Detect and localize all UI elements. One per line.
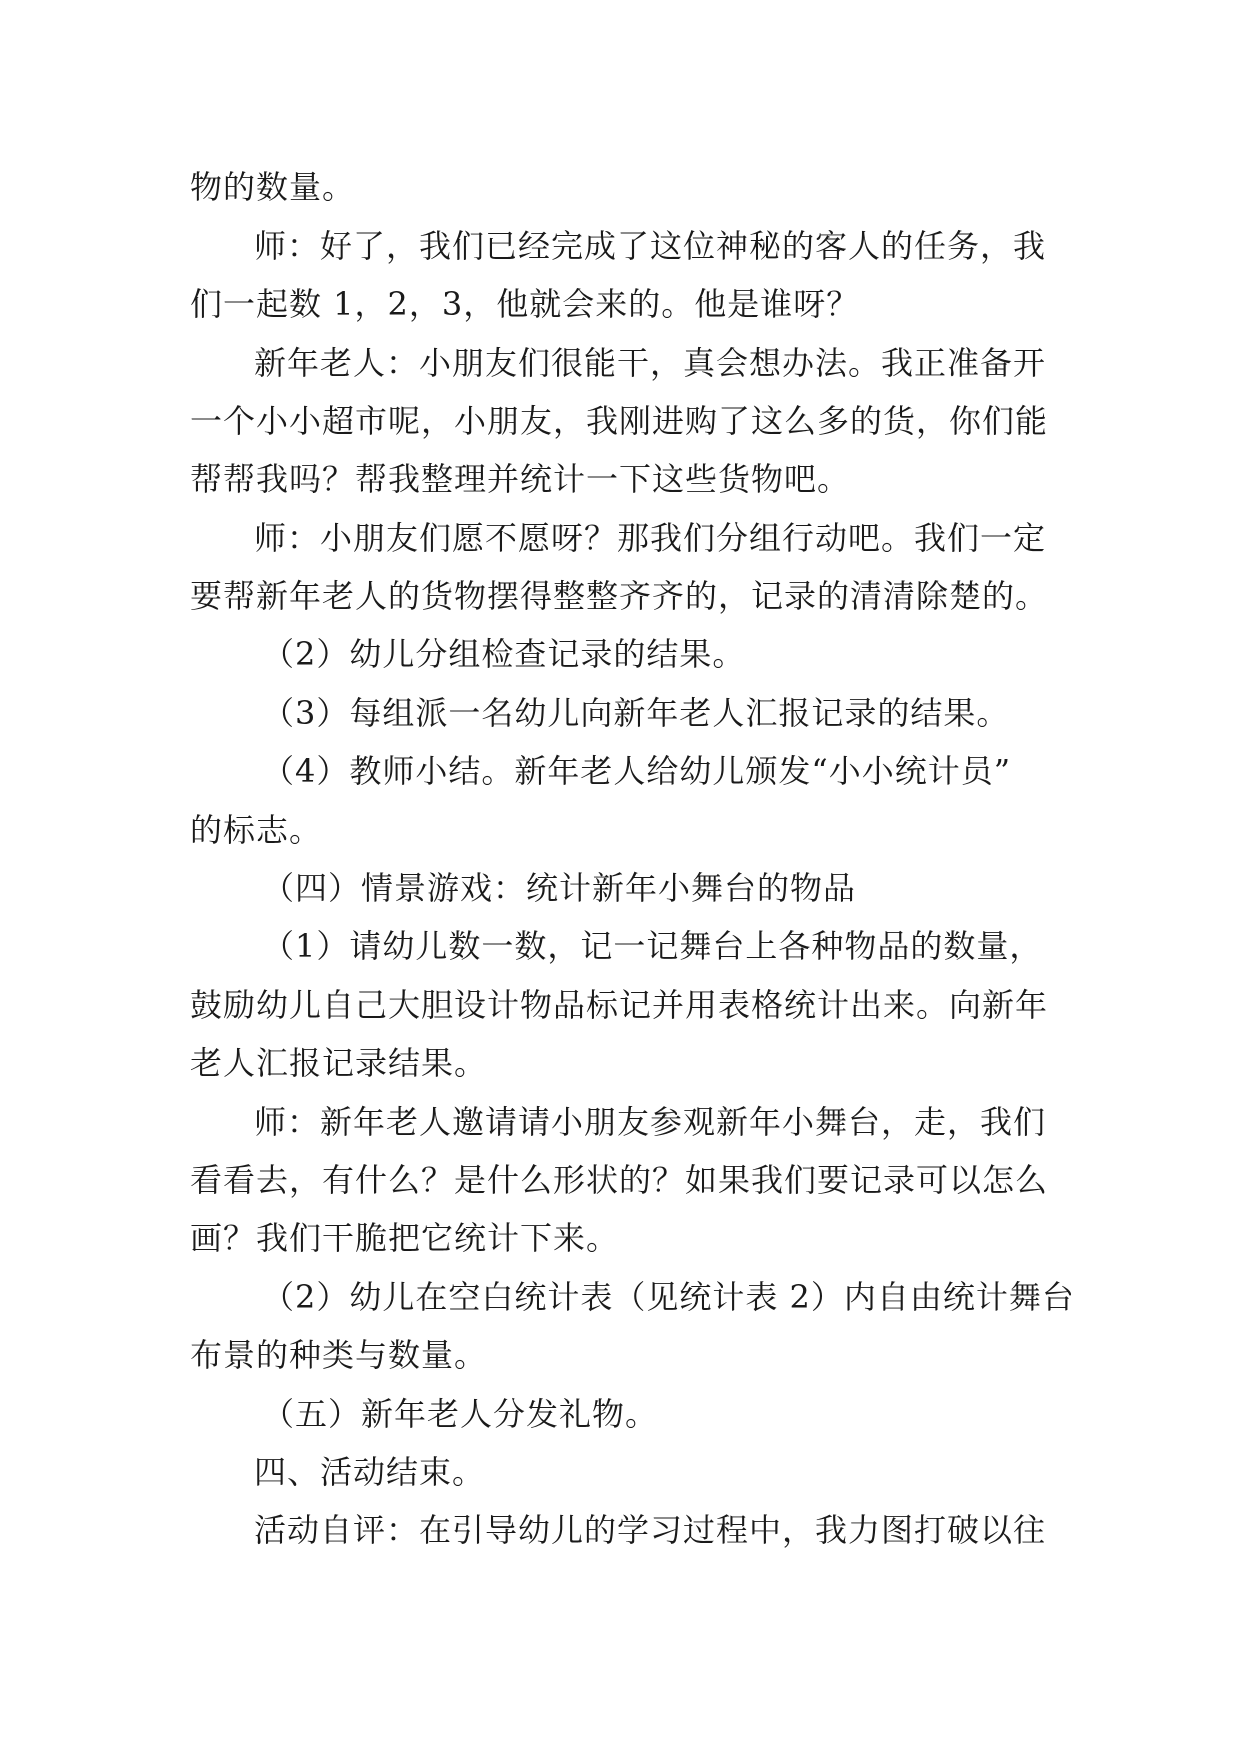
text-line: 们一起数 1，2，3，他就会来的。他是谁呀？ [190,285,860,323]
text-line: 四、活动结束。 [254,1453,486,1491]
text-line: （2）幼儿在空白统计表（见统计表 2）内自由统计舞台 [262,1278,1075,1316]
text-line: （3）每组派一名幼儿向新年老人汇报记录的结果。 [262,694,1010,732]
text-line: 要帮新年老人的货物摆得整整齐齐的，记录的清清除楚的。 [190,577,1049,615]
text-line: 鼓励幼儿自己大胆设计物品标记并用表格统计出来。向新年 [190,986,1049,1024]
text-line: （4）教师小结。新年老人给幼儿颁发“小小统计员” [262,752,1012,790]
text-line: （2）幼儿分组检查记录的结果。 [262,635,746,673]
text-line: 活动自评：在引导幼儿的学习过程中，我力图打破以往 [254,1511,1047,1549]
text-line: （四）情景游戏：统计新年小舞台的物品 [262,869,857,907]
text-line: （1）请幼儿数一数，记一记舞台上各种物品的数量， [262,927,1043,965]
text-line: 物的数量。 [190,168,356,206]
text-line: 老人汇报记录结果。 [190,1044,488,1082]
text-line: 师：小朋友们愿不愿呀？那我们分组行动吧。我们一定 [254,519,1047,557]
text-line: 新年老人：小朋友们很能干，真会想办法。我正准备开 [254,344,1047,382]
text-line: 一个小小超市呢，小朋友，我刚进购了这么多的货，你们能 [190,402,1049,440]
text-line: 看看去，有什么？是什么形状的？如果我们要记录可以怎么 [190,1161,1049,1199]
text-line: 画？我们干脆把它统计下来。 [190,1219,620,1257]
text-line: 布景的种类与数量。 [190,1336,488,1374]
text-line: 的标志。 [190,811,323,849]
text-line: 师：新年老人邀请请小朋友参观新年小舞台，走，我们 [254,1103,1047,1141]
text-line: 师：好了，我们已经完成了这位神秘的客人的任务，我 [254,227,1047,265]
text-line: （五）新年老人分发礼物。 [262,1395,659,1433]
text-line: 帮帮我吗？帮我整理并统计一下这些货物吧。 [190,460,851,498]
